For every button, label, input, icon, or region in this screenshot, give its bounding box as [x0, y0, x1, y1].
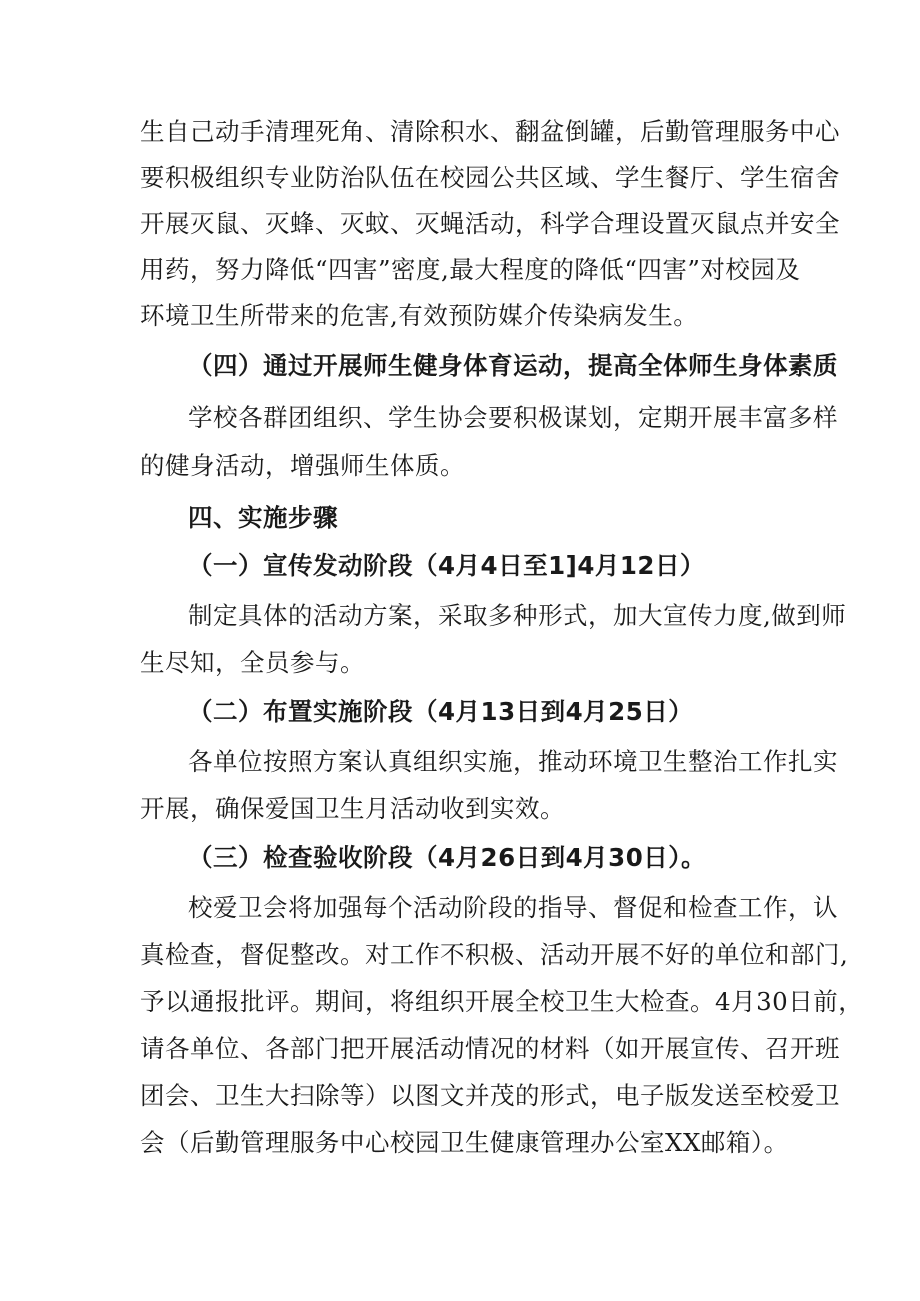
body-line: 学校各群团组织、学生协会要积极谋划，定期开展丰富多样 — [188, 403, 838, 432]
section-heading: （四）通过开展师生健身体育运动，提高全体师生身体素质 — [188, 351, 838, 380]
body-line: 予以通报批评。期间，将组织开展全校卫生大检查。4月30日前， — [140, 987, 864, 1016]
body-line: 制定具体的活动方案，采取多种形式，加大宣传力度,做到师 — [188, 601, 847, 630]
body-line: 环境卫生所带来的危害,有效预防媒介传染病发生。 — [140, 301, 699, 330]
body-line: 的健身活动，增强师生体质。 — [140, 451, 465, 480]
body-line: 生尽知，全员参与。 — [140, 648, 365, 677]
body-line: 用药，努力降低“四害”密度,最大程度的降低“四害”对校园及 — [140, 255, 801, 284]
subsection-heading: （一）宣传发动阶段（4月4日至1]4月12日） — [188, 551, 705, 580]
body-line: 校爱卫会将加强每个活动阶段的指导、督促和检查工作，认 — [188, 893, 838, 922]
body-line: 请各单位、各部门把开展活动情况的材料（如开展宣传、召开班 — [140, 1034, 840, 1063]
subsection-heading: （二）布置实施阶段（4月13日到4月25日） — [188, 697, 694, 726]
subsection-heading: （三）检查验收阶段（4月26日到4月30日）。 — [188, 843, 707, 872]
body-line: 开展，确保爱国卫生月活动收到实效。 — [140, 794, 565, 823]
body-line: 各单位按照方案认真组织实施，推动环境卫生整治工作扎实 — [188, 747, 838, 776]
body-line: 团会、卫生大扫除等）以图文并茂的形式，电子版发送至校爱卫 — [140, 1081, 840, 1110]
body-line: 开展灭鼠、灭蜂、灭蚊、灭蝇活动，科学合理设置灭鼠点并安全 — [140, 209, 840, 238]
body-line: 真检查，督促整改。对工作不积极、活动开展不好的单位和部门, — [140, 940, 849, 969]
section-heading: 四、实施步骤 — [188, 503, 338, 532]
body-line: 生自己动手清理死角、清除积水、翻盆倒罐，后勤管理服务中心 — [140, 117, 840, 146]
body-line: 会（后勤管理服务中心校园卫生健康管理办公室XX邮箱）。 — [140, 1128, 789, 1157]
body-line: 要积极组织专业防治队伍在校园公共区域、学生餐厅、学生宿舍 — [140, 163, 840, 192]
